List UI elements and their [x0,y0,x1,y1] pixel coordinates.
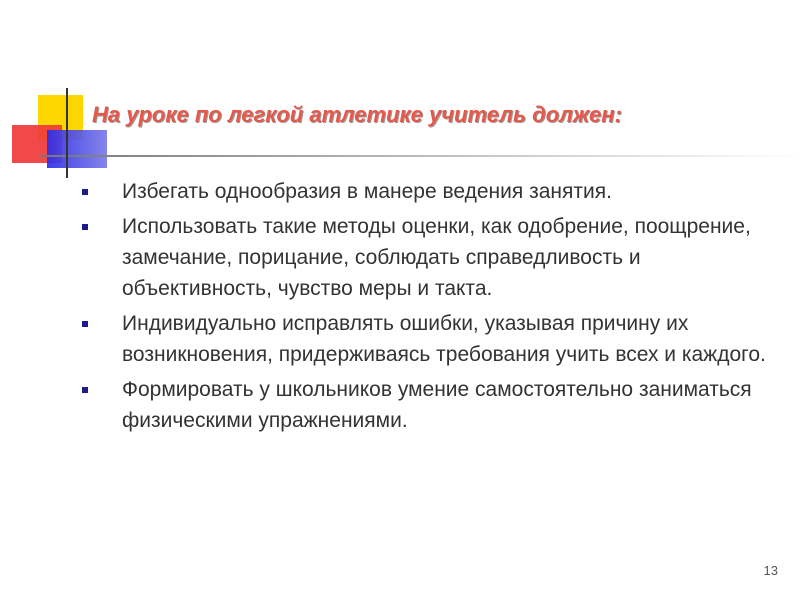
page-number: 13 [763,563,778,578]
decorative-header-graphic [0,0,800,200]
bullet-text: Индивидуально исправлять ошибки, указывая причину их возникновения, придерживаясь требования учить всех и каждого. [122,312,766,366]
bullet-square-icon [82,224,88,230]
list-item [82,308,782,370]
decor-blue-square [47,130,107,168]
bullet-square-icon [82,321,88,327]
slide-title: На уроке по легкой атлетике учитель должен: [92,102,622,127]
bullet-text: Использовать такие методы оценки, как одобрение, поощрение, замечание, порицание, соблюдать справедливость и объективность, чувство меры и такта. [122,215,751,300]
list-item [82,211,782,304]
list-item [82,176,782,207]
bullet-square-icon [82,189,88,195]
bullet-list [82,176,782,440]
bullet-square-icon [82,387,88,393]
decor-vertical-line [66,88,68,178]
bullet-text: Избегать однообразия в манере ведения занятия. [122,180,612,203]
decor-horizontal-line [40,155,800,157]
list-item [82,374,782,436]
bullet-text: Формировать у школьников умение самостоятельно заниматься физическими упражнениями. [122,378,752,432]
